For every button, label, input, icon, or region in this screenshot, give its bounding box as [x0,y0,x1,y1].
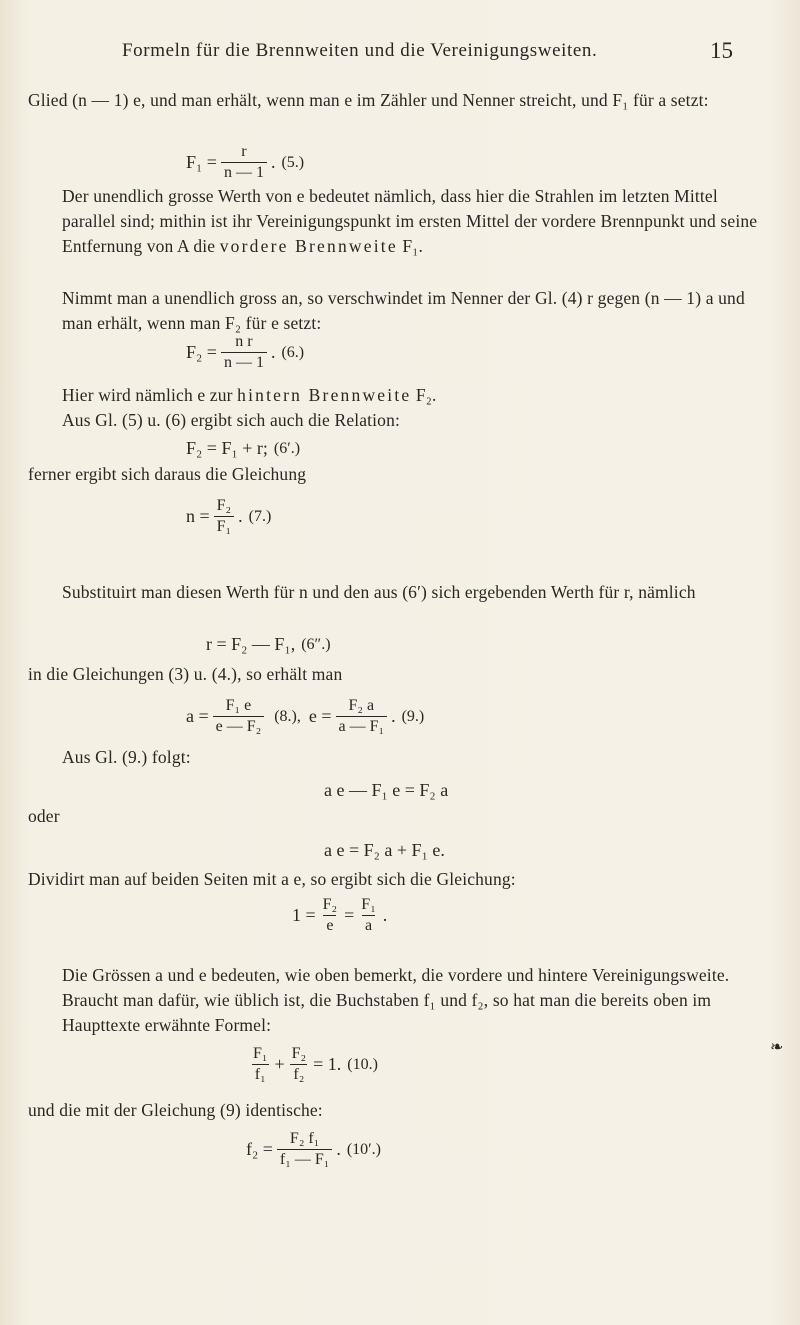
fraction: $\frac{\text{F₂ a}}{\text{a — F₁}}$ [336,697,388,736]
equation-label: (6′.) [273,439,301,457]
equation-7: n = $\frac{\text{F₂}}{\text{F₁}}$ . (7.) [186,497,272,535]
margin-marker: ❧ [770,1037,784,1056]
fraction: $\frac{\text{F₂}}{\text{F₁}}$ [214,497,234,536]
paragraph-10: oder [28,806,60,826]
equation-6: F₂ = $\frac{\text{n r}}{n — 1}$ . (6.) [186,333,305,371]
equation-label: (10.) [347,1055,378,1073]
paragraph-11: Dividirt man auf beiden Seiten mit a e, so ergibt sich die Gleichung: [28,869,516,889]
equation-label: (7.) [248,507,272,525]
equation-label: (6.) [281,343,305,361]
fraction: $\frac{r}{n — 1}$ [221,143,267,182]
fraction: $\frac{\text{n r}}{n — 1}$ [221,333,267,372]
equation-6-double-prime: r = F₂ — F₁, (6″.) [206,634,331,654]
paragraph-7: Substituirt man diesen Werth für n und den aus (6′) sich ergebenden Werth für r, nämlich [62,582,696,602]
equation-6-prime: F₂ = F₁ + r; (6′.) [186,438,301,458]
fraction: $\frac{\text{F₁ e}}{\text{e — F₂}}$ [213,697,265,736]
paragraph-3: Nimmt man a unendlich gross an, so verschwindet im Nenner der Gl. (4) r gegen (n — 1) a und man erhält, wenn man F₂ für e setzt: [62,288,745,333]
paragraph-6: ferner ergibt sich daraus die Gleichung [28,464,307,484]
running-header [0,40,800,70]
page-number: 15 [710,38,733,63]
paragraph-2: Der unendlich grosse Werth von e bedeutet nämlich, dass hier die Strahlen im letzten Mittel parallel sind; mithin ist ihr Vereinigungspunkt im ersten Mittel der vordere Brennpunkt und seine Entfernung von A die vordere Brennweite F₁. [62,186,758,256]
equation-10-prime: f₂ = $\frac{\text{F₂ f₁}}{\text{f₁ — F₁}}$ . (10′.) [246,1130,381,1168]
paragraph-1: Glied (n — 1) e, und man erhält, wenn man e im Zähler und Nenner streicht, und F₁ für a setzt: [28,90,709,110]
equation-9a: a e — F₁ e = F₂ a [324,780,449,800]
equation-ratio: 1 = $\frac{\text{F₂}}{e}$ = $\frac{\text{F₁}}{a}$ . [292,896,388,934]
paragraph-13: und die mit der Gleichung (9) identische: [28,1100,323,1120]
equation-8-9: a = $\frac{\text{F₁ e}}{\text{e — F₂}}$ (8.), e = $\frac{\text{F₂ a}}{\text{a — F₁}}$ . (9.) [186,697,425,735]
paragraph-8: in die Gleichungen (3) u. (4.), so erhält man [28,664,343,684]
equation-label: (10′.) [346,1140,381,1158]
fraction: $\frac{\text{F₂ f₁}}{\text{f₁ — F₁}}$ [277,1130,332,1169]
paragraph-5: Aus Gl. (5) u. (6) ergibt sich auch die Relation: [62,410,400,430]
fraction: $\frac{\text{F₁}}{\text{f₁}}$ [253,1045,268,1083]
equation-5: F₁ = $\frac{r}{n — 1}$ . (5.) [186,143,305,181]
equation-10: $\frac{\text{F₁}}{\text{f₁}}$ + $\frac{\text{F₂}}{\text{f₂}}$ = 1. (10.) [246,1045,378,1084]
fraction: $\frac{\text{F₂}}{e}$ [322,896,338,934]
equation-label: (8.), [274,707,301,725]
fraction: $\frac{\text{F₁}}{a}$ [361,896,376,934]
equation-label: (6″.) [301,635,331,653]
paragraph-4: Hier wird nämlich e zur hintern Brennweite F₂. [62,385,437,405]
fraction: $\frac{\text{F₂}}{\text{f₂}}$ [291,1045,307,1083]
header-title: Formeln für die Brennweiten und die Vereinigungsweiten. [122,40,598,61]
equation-label: (5.) [281,153,305,171]
equation-label: (9.) [401,707,425,725]
paragraph-9: Aus Gl. (9.) folgt: [62,747,191,767]
paragraph-12: Die Grössen a und e bedeuten, wie oben bemerkt, die vordere und hintere Vereinigungsweite. Braucht man dafür, wie üblich ist, die Buchstaben f₁ und f₂, so hat man die bereits oben im Haupttexte erwähnte Formel: [62,965,730,1035]
equation-9b: a e = F₂ a + F₁ e. [324,840,445,860]
